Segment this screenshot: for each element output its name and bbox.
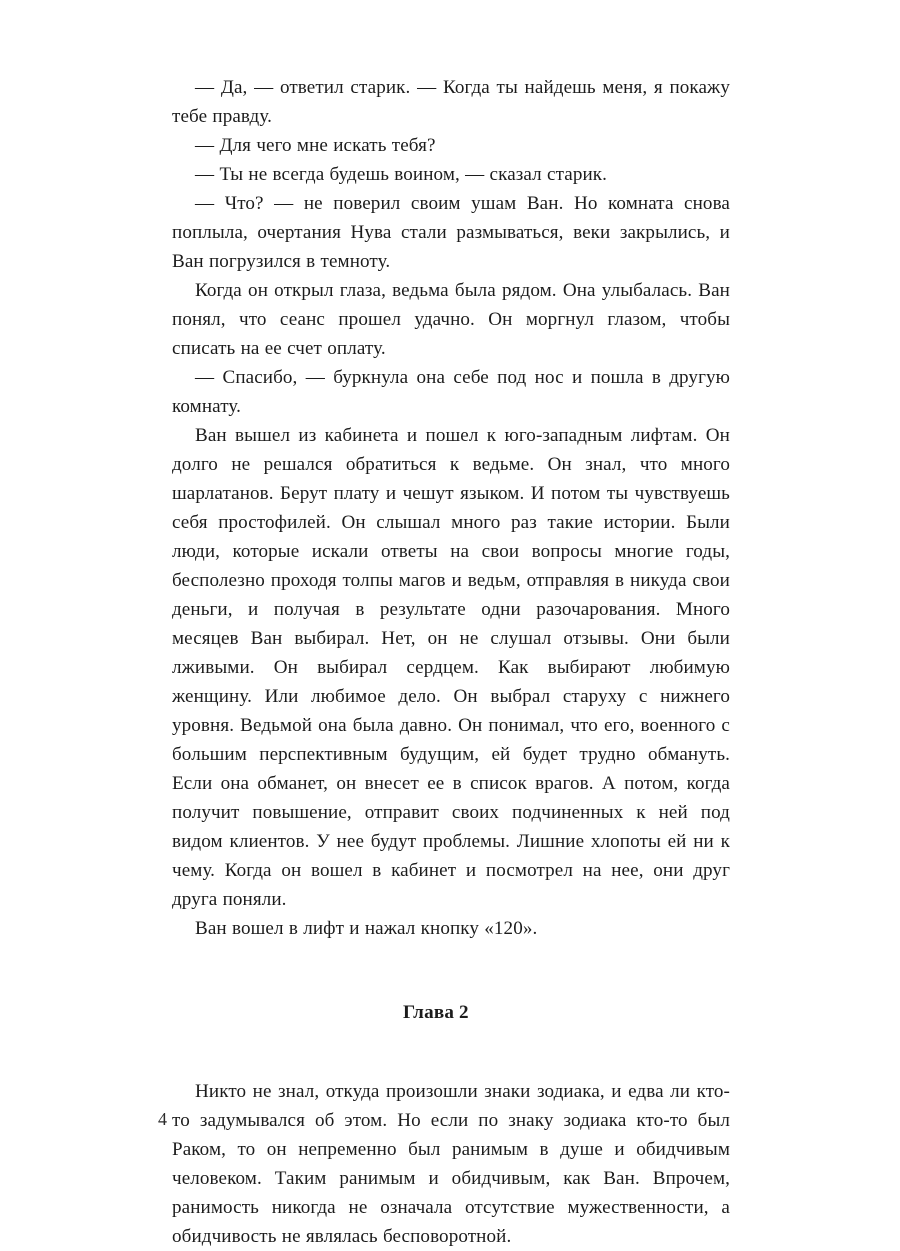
paragraph-narrative-4: Никто не знал, откуда произошли знаки зодиака, и едва ли кто-то задумывался об этом. Но если по знаку зодиака кто-то был Раком, то он непременно был ранимым в душе и обидчивым человеком. Таким ранимым и обидчивым, как Ван. Впрочем, ранимость никогда не означала отсутствие мужественности, а обидчивость не являлась бесповоротной.	[172, 1081, 730, 1247]
paragraph-dialogue-1: — Да, — ответил старик. — Когда ты найдешь меня, я покажу тебе правду.	[172, 77, 730, 127]
paragraph-narrative-3: Ван вошел в лифт и нажал кнопку «120».	[195, 918, 538, 939]
page-number: 4	[158, 1109, 167, 1129]
spacer-after-chapter	[172, 1027, 730, 1077]
chapter-heading: Глава 2	[403, 1002, 469, 1023]
paragraph-narrative-2: Ван вышел из кабинета и пошел к юго-западным лифтам. Он долго не решался обратиться к ведьме. Он знал, что много шарлатанов. Берут плату и чешут языком. И потом ты чувствуешь себя простофилей. Он слышал много раз такие истории. Были люди, которые искали ответы на свои вопросы многие годы, бесполезно проходя толпы магов и ведьм, отправляя в никуда свои деньги, и получая в результате одни разочарования. Много месяцев Ван выбирал. Нет, он не слушал отзывы. Они были лживыми. Он выбирал сердцем. Как выбирают любимую женщину. Или любимое дело. Он выбрал старуху с нижнего уровня. Ведьмой она была давно. Он понимал, что его, военного с большим перспективным будущим, ей будет трудно обмануть. Если она обманет, он внесет ее в список врагов. А потом, когда получит повышение, отправит своих подчиненных к ней под видом клиентов. У нее будут проблемы. Лишние хлопоты ей ни к чему. Когда он вошел в кабинет и посмотрел на нее, они друг друга поняли.	[172, 425, 730, 910]
paragraph-dialogue-4: — Что? — не поверил своим ушам Ван. Но комната снова поплыла, очертания Нува стали размываться, веки закрылись, и Ван погрузился в темноту.	[172, 193, 730, 272]
paragraph-dialogue-5: — Спасибо, — буркнула она себе под нос и пошла в другую комнату.	[172, 367, 730, 417]
paragraph-dialogue-3: — Ты не всегда будешь воином, — сказал старик.	[195, 164, 608, 185]
paragraph-narrative-1: Когда он открыл глаза, ведьма была рядом. Она улыбалась. Ван понял, что сеанс прошел удачно. Он моргнул глазом, чтобы списать на ее счет оплату.	[172, 280, 730, 359]
text-column	[172, 73, 730, 1251]
paragraph-dialogue-2: — Для чего мне искать тебя?	[195, 135, 436, 156]
spacer-before-chapter	[172, 943, 730, 998]
